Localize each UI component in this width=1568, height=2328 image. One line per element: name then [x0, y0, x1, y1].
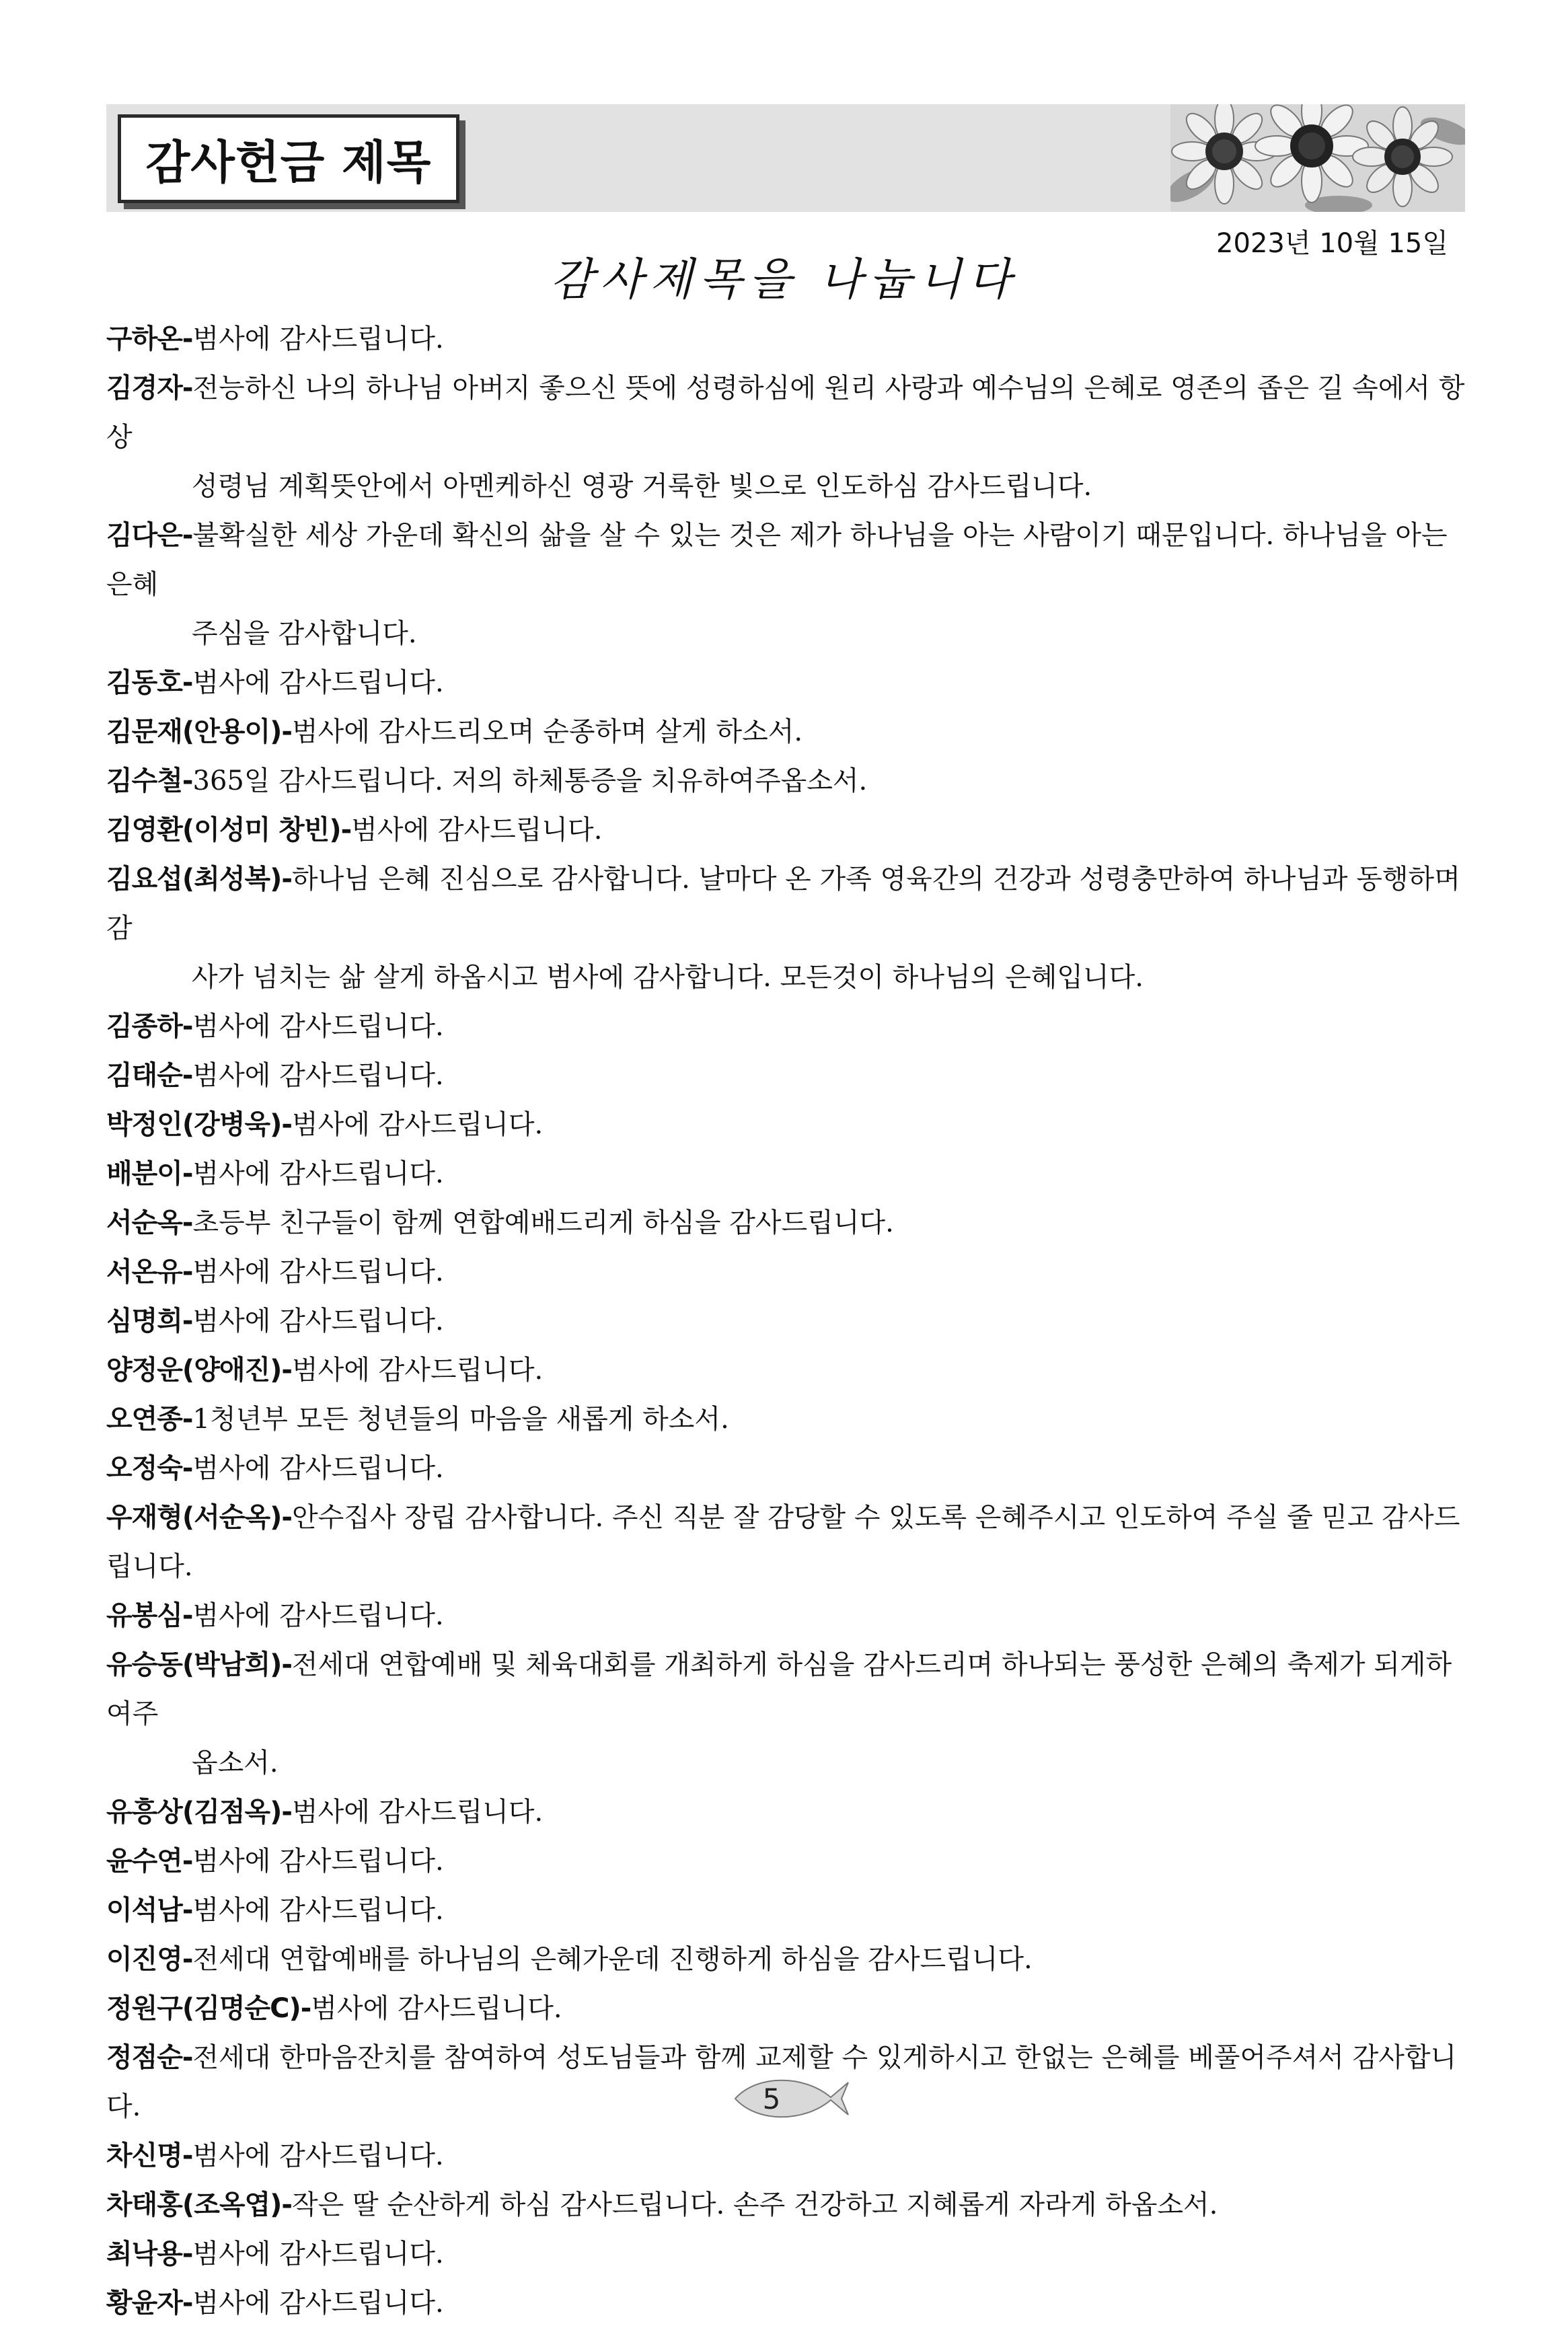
entry-item	[106, 2230, 1465, 2279]
entry-message: 초등부 친구들이 함께 연합예배드리게 하심을 감사드립니다.	[192, 1207, 894, 1238]
entry-message-continued: 성령님 계획뜻안에서 아멘케하신 영광 거룩한 빛으로 인도하심 감사드립니다.	[192, 471, 1092, 502]
entry-item	[106, 364, 1465, 511]
entry-message: 범사에 감사드립니다.	[192, 1060, 444, 1091]
entry-name: 이석남-	[106, 1895, 193, 1926]
entry-name: 우재형(서순옥)-	[106, 1502, 293, 1533]
entry-name: 김요섭(최성복)-	[106, 864, 293, 895]
entry-name: 김경자-	[106, 373, 193, 404]
entry-name: 배분이-	[106, 1158, 193, 1189]
entry-item	[106, 511, 1465, 659]
entry-item	[106, 1935, 1465, 1984]
entry-message: 전세대 연합예배 및 체육대회를 개최하게 하심을 감사드리며 하나되는 풍성한 은혜의 축제가 되게하여주	[106, 1649, 1452, 1729]
entry-name: 차태홍(조옥엽)-	[106, 2189, 293, 2220]
entry-message: 불확실한 세상 가운데 확신의 삶을 살 수 있는 것은 제가 하나님을 아는 사람이기 때문입니다. 하나님을 아는 은혜	[106, 520, 1448, 600]
entry-name: 정점순-	[106, 2042, 193, 2073]
entry-name: 최낙용-	[106, 2239, 193, 2269]
entry-message: 범사에 감사드립니다.	[192, 1158, 444, 1189]
entry-name: 정원구(김명순C)-	[106, 1993, 311, 2024]
entry-item	[106, 1395, 1465, 1444]
entry-name: 김동호-	[106, 667, 193, 698]
entry-message: 범사에 감사드립니다.	[192, 2140, 444, 2171]
entry-name: 김영환(이성미 창빈)-	[106, 815, 352, 846]
entry-item	[106, 659, 1465, 708]
entry-message: 범사에 감사드립니다.	[192, 1600, 444, 1631]
entry-item	[106, 1199, 1465, 1248]
entry-item	[106, 1837, 1465, 1886]
entry-item	[106, 2132, 1465, 2181]
entry-item	[106, 1444, 1465, 1493]
entry-message-continued: 옵소서.	[192, 1748, 278, 1778]
entry-message: 범사에 감사드립니다.	[192, 1306, 444, 1337]
entry-name: 구하온-	[106, 324, 193, 354]
entry-message: 하나님 은혜 진심으로 감사합니다. 날마다 온 가족 영육간의 건강과 성령충만하여 하나님과 동행하며 감	[106, 864, 1460, 944]
entry-message: 365일 감사드립니다. 저의 하체통증을 치유하여주옵소서.	[192, 765, 868, 796]
entry-item	[106, 1984, 1465, 2033]
entry-name: 황윤자-	[106, 2288, 193, 2319]
entry-item	[106, 1297, 1465, 1346]
entry-name: 이진영-	[106, 1944, 193, 1975]
entry-name: 오정숙-	[106, 1453, 193, 1484]
entry-message: 범사에 감사드립니다.	[351, 815, 603, 846]
entry-message: 범사에 감사드리오며 순종하며 살게 하소서.	[292, 716, 803, 747]
entry-name: 양정운(양애진)-	[106, 1355, 293, 1386]
entry-name: 심명희-	[106, 1306, 193, 1337]
entry-message: 작은 딸 순산하게 하심 감사드립니다. 손주 건강하고 지혜롭게 자라게 하옵소서.	[292, 2189, 1218, 2220]
entry-message: 전세대 연합예배를 하나님의 은혜가운데 진행하게 하심을 감사드립니다.	[192, 1944, 1033, 1975]
entry-item	[106, 1641, 1465, 1788]
entry-name: 김종하-	[106, 1011, 193, 1042]
entry-name: 오연종-	[106, 1404, 193, 1435]
entry-message: 범사에 감사드립니다.	[292, 1355, 544, 1386]
entry-message: 범사에 감사드립니다.	[192, 1256, 444, 1287]
entry-item	[106, 855, 1465, 1002]
entry-message: 1청년부 모든 청년들의 마음을 새롭게 하소서.	[192, 1404, 729, 1435]
entry-name: 서온유-	[106, 1256, 193, 1287]
entry-message: 범사에 감사드립니다.	[192, 1011, 444, 1042]
subtitle: 감사제목을 나눕니다	[550, 254, 1018, 305]
entry-message: 전능하신 나의 하나님 아버지 좋으신 뜻에 성령하심에 원리 사랑과 예수님의 은혜로 영존의 좁은 길 속에서 항상	[106, 373, 1465, 453]
entry-message-continued: 사가 넘치는 삶 살게 하옵시고 범사에 감사합니다. 모든것이 하나님의 은혜입니다.	[192, 962, 1144, 993]
entry-item	[106, 1886, 1465, 1935]
entry-message: 범사에 감사드립니다.	[311, 1993, 562, 2024]
entry-name: 김태순-	[106, 1060, 193, 1091]
entry-item	[106, 1493, 1465, 1591]
entry-message: 범사에 감사드립니다.	[192, 1895, 444, 1926]
entry-message: 안수집사 장립 감사합니다. 주신 직분 잘 감당할 수 있도록 은혜주시고 인도하여 주실 줄 믿고 감사드립니다.	[106, 1502, 1460, 1582]
entry-name: 윤수연-	[106, 1846, 193, 1877]
entry-message: 범사에 감사드립니다.	[192, 324, 444, 354]
entry-item	[106, 757, 1465, 806]
entry-item	[106, 2181, 1465, 2230]
entry-item	[106, 2279, 1465, 2328]
entry-item	[106, 1591, 1465, 1641]
entry-name: 서순옥-	[106, 1207, 193, 1238]
entry-name: 유봉심-	[106, 1600, 193, 1631]
entry-item	[106, 1150, 1465, 1199]
entry-message-continued: 주심을 감사합니다.	[192, 618, 417, 649]
entry-name: 김문재(안용이)-	[106, 716, 293, 747]
entry-item	[106, 1100, 1465, 1150]
entry-item	[106, 806, 1465, 855]
page-number: 5	[762, 2082, 781, 2115]
entry-message: 범사에 감사드립니다.	[192, 1846, 444, 1877]
entry-name: 차신명-	[106, 2140, 193, 2171]
entry-name: 김다은-	[106, 520, 193, 551]
entry-message: 범사에 감사드립니다.	[192, 667, 444, 698]
sunflower-illustration	[1170, 104, 1465, 212]
section-title	[118, 114, 459, 203]
entry-message: 범사에 감사드립니다.	[192, 2288, 444, 2319]
entry-message: 범사에 감사드립니다.	[192, 1453, 444, 1484]
entry-item	[106, 1346, 1465, 1395]
entry-item	[106, 1002, 1465, 1051]
entry-message: 범사에 감사드립니다.	[292, 1797, 544, 1828]
entry-message: 범사에 감사드립니다.	[192, 2239, 444, 2269]
page-number-badge	[730, 2077, 851, 2120]
entry-name: 김수철-	[106, 765, 193, 796]
entry-name: 유승동(박남희)-	[106, 1649, 293, 1680]
entry-item	[106, 708, 1465, 757]
entry-name: 박정인(강병욱)-	[106, 1109, 293, 1140]
entry-item	[106, 1248, 1465, 1297]
entry-item	[106, 315, 1465, 364]
entry-item	[106, 1051, 1465, 1100]
section-title-text: 감사헌금 제목	[145, 136, 432, 190]
entry-item	[106, 1788, 1465, 1837]
entry-message: 범사에 감사드립니다.	[292, 1109, 544, 1140]
entry-message: 전세대 한마음잔치를 참여하여 성도님들과 함께 교제할 수 있게하시고 한없는 은혜를 베풀어주셔서 감사합니다.	[106, 2042, 1457, 2122]
entry-list	[106, 315, 1465, 2328]
entry-name: 유흥상(김점옥)-	[106, 1797, 293, 1828]
date-label: 2023년 10월 15일	[1216, 228, 1448, 259]
sunflower-image	[1170, 104, 1465, 212]
